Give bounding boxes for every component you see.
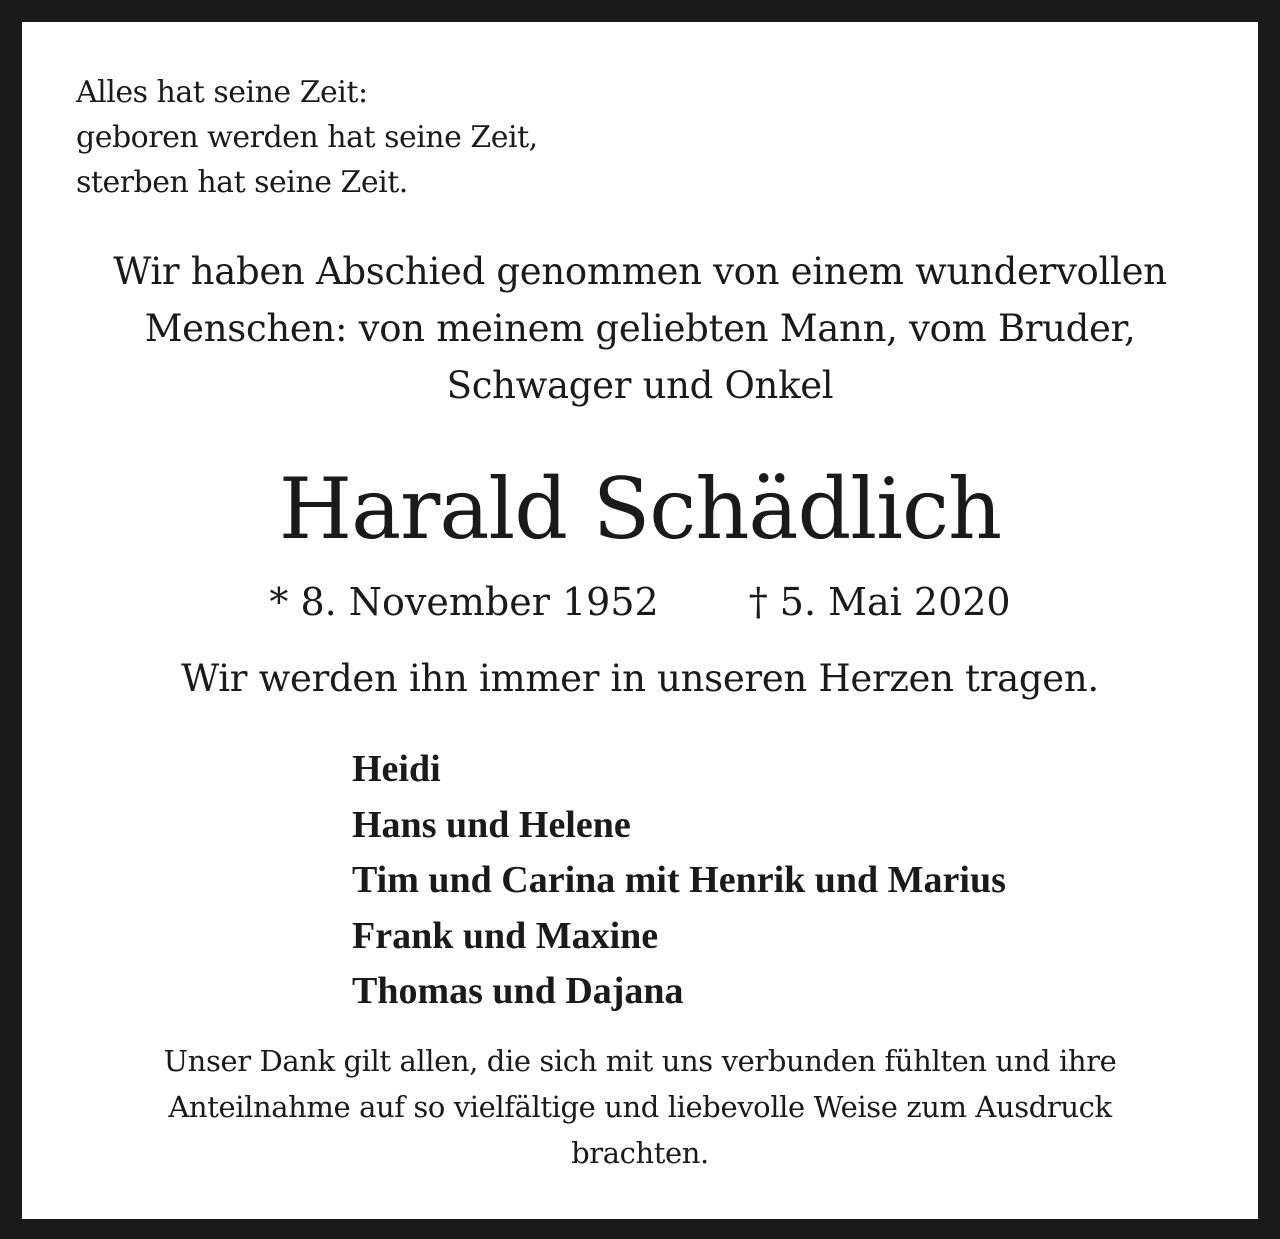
mourner-name: Frank und Maxine [352,914,659,957]
motto-verse [76,70,538,205]
mourner-name: Tim und Carina mit Henrik und Marius [352,859,1006,901]
intro-line: Schwager und Onkel [446,364,834,407]
motto-line: sterben hat seine Zeit. [76,165,408,200]
deceased-name: Harald Schädlich [278,460,1002,558]
mourners-list [352,742,1006,1020]
mourner-name: Thomas und Dajana [352,970,684,1012]
thanks-text [22,1038,1258,1176]
mourner-name: Heidi [352,748,441,790]
intro-line: Wir haben Abschied genommen von einem wundervollen [113,250,1167,293]
thanks-line: Unser Dank gilt allen, die sich mit uns verbunden fühlten und ihre [163,1044,1117,1078]
mourner-name: Hans und Helene [352,803,631,846]
death-date: † 5. Mai 2020 [748,580,1011,624]
life-dates [22,575,1258,629]
thanks-line: brachten. [571,1136,709,1170]
motto-line: Alles hat seine Zeit: [76,75,368,110]
thanks-line: Anteilnahme auf so vielfältige und liebevolle Weise zum Ausdruck [168,1090,1112,1124]
birth-date: * 8. November 1952 [269,580,659,624]
closing-line: Wir werden ihn immer in unseren Herzen tragen. [181,657,1099,700]
intro-line: Menschen: von meinem geliebten Mann, vom Bruder, [144,307,1136,350]
motto-line: geboren werden hat seine Zeit, [76,120,538,155]
obituary-notice [22,22,1258,1219]
intro-text [22,243,1258,414]
